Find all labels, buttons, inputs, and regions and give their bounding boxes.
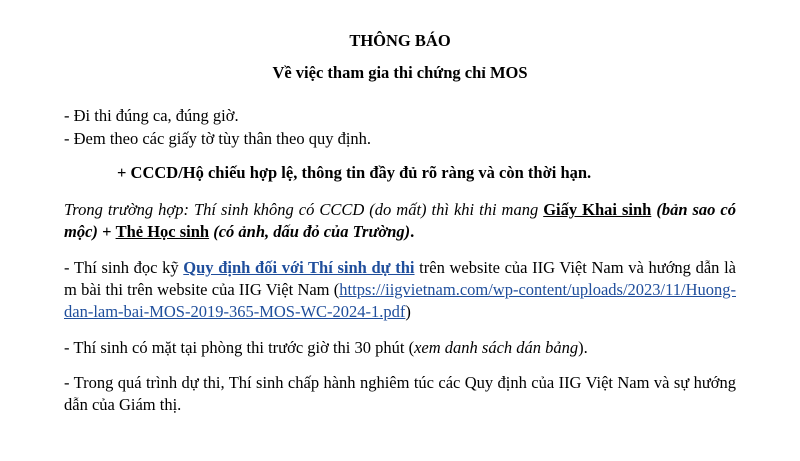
guide-url-link[interactable]: https://iigvietnam.com/wp-content/uploads/2023/11/Huong-dan-lam-bai-MOS-2019-365-MOS-WC-2024-1.pdf bbox=[64, 280, 736, 321]
case-end: . bbox=[410, 222, 415, 241]
regulation-link[interactable]: Quy định đối với Thí sinh dự thi bbox=[183, 258, 415, 277]
copy-note: (bản sao có mộc) + bbox=[64, 200, 736, 241]
regulation-middle: trên website của IIG Việt Nam và hướng dẫn làm bài thi trên website của IIG Việt Nam ( bbox=[64, 258, 736, 299]
case-paragraph bbox=[64, 199, 736, 243]
case-intro: Trong trường hợp: Thí sinh không có CCCD (do mất) thì khi thi mang bbox=[64, 200, 544, 219]
student-card-text: Thẻ Học sinh bbox=[115, 222, 210, 241]
regulation-prefix: - Thí sinh đọc kỹ bbox=[64, 258, 184, 277]
rule-on-time: - Đi thi đúng ca, đúng giờ. bbox=[64, 106, 239, 125]
photo-note: (có ảnh, dấu đỏ của Trường) bbox=[209, 222, 411, 241]
arrival-suffix: ). bbox=[578, 338, 588, 357]
birth-certificate-text: Giấy Khai sinh bbox=[543, 200, 652, 219]
rule-id-card: + CCCD/Hộ chiếu hợp lệ, thông tin đầy đủ rõ ràng và còn thời hạn. bbox=[117, 163, 592, 182]
regulation-paragraph bbox=[64, 257, 736, 323]
arrival-italic: xem danh sách dán bảng bbox=[414, 338, 579, 357]
page-subtitle: Về việc tham gia thi chứng chỉ MOS bbox=[272, 63, 528, 82]
regulation-suffix: ) bbox=[405, 302, 411, 321]
compliance-rule: - Trong quá trình dự thi, Thí sinh chấp hành nghiêm túc các Quy định của IIG Việt Nam và sự hướng dẫn của Giám thị. bbox=[64, 373, 736, 414]
page-title: THÔNG BÁO bbox=[349, 31, 451, 50]
arrival-rule bbox=[64, 337, 736, 359]
arrival-prefix: - Thí sinh có mặt tại phòng thi trước giờ thi 30 phút ( bbox=[64, 338, 415, 357]
rule-bring-id: - Đem theo các giấy tờ tùy thân theo quy định. bbox=[64, 129, 372, 148]
